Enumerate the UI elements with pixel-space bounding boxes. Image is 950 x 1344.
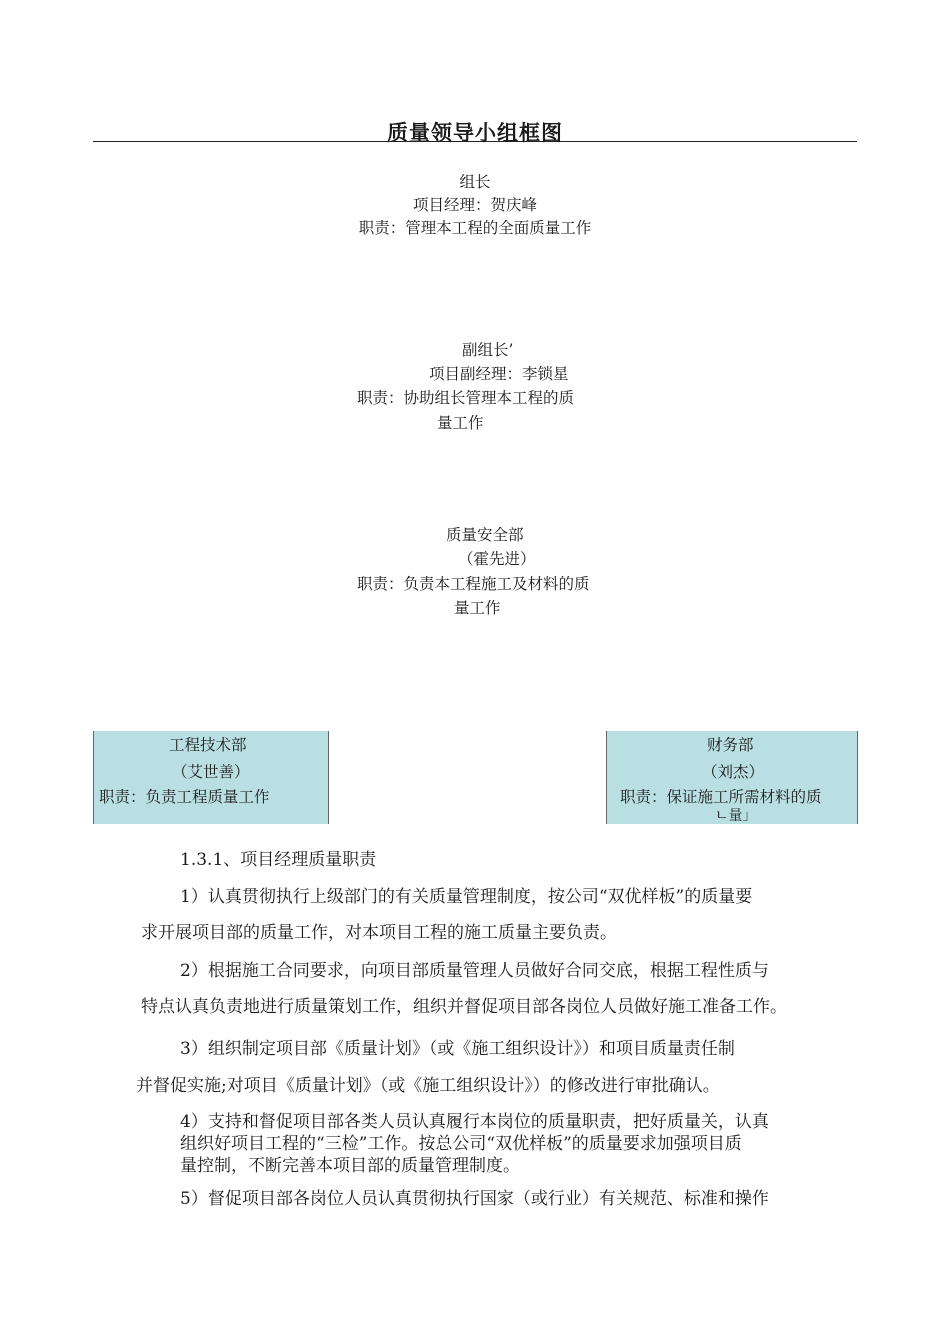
finance-dept-box — [606, 731, 858, 824]
finance-dept-duty-line2: ㄴ量」 — [715, 808, 757, 824]
quality-dept-duty-line2: 量工作 — [454, 599, 501, 617]
paragraph-4-line-1: 4）支持和督促项目部各类人员认真履行本岗位的质量职责，把好质量关，认真 — [180, 1112, 769, 1132]
title-underline — [93, 141, 857, 142]
paragraph-4-line-3: 量控制，不断完善本项目部的质量管理制度。 — [180, 1156, 520, 1176]
quality-dept-name: （霍先进） — [458, 550, 536, 568]
paragraph-1-line-2: 求开展项目部的质量工作，对本项目工程的施工质量主要负责。 — [141, 923, 617, 943]
paragraph-3-line-2: 并督促实施;对项目《质量计划》（或《施工组织设计》）的修改进行审批确认。 — [136, 1076, 720, 1096]
leader-role: 组长 — [459, 173, 491, 191]
section-heading: 1.3.1、项目经理质量职责 — [180, 850, 377, 870]
quality-dept-duty-line1: 职责：负责本工程施工及材料的质 — [357, 575, 590, 593]
finance-dept-role: 财务部 — [707, 736, 754, 754]
tech-dept-duty: 职责：负责工程质量工作 — [99, 788, 270, 806]
paragraph-2-line-2: 特点认真负责地进行质量策划工作，组织并督促项目部各岗位人员做好施工准备工作。 — [141, 997, 787, 1017]
paragraph-5-line-1: 5）督促项目部各岗位人员认真贯彻执行国家（或行业）有关规范、标准和操作 — [180, 1189, 769, 1209]
paragraph-1-line-1: 1）认真贯彻执行上级部门的有关质量管理制度，按公司“双优样板”的质量要 — [180, 887, 753, 907]
paragraph-4-line-2: 组织好项目工程的“三检”工作。按总公司“双优样板”的质量要求加强项目质 — [180, 1134, 742, 1154]
deputy-duty-line2: 量工作 — [437, 414, 484, 432]
quality-dept-role: 质量安全部 — [446, 526, 524, 544]
tech-dept-role: 工程技术部 — [169, 736, 247, 754]
tech-dept-name: （艾世善） — [172, 763, 250, 781]
page-title: 质量领导小组框图 — [387, 121, 563, 145]
deputy-name: 项目副经理：李锁星 — [429, 365, 569, 383]
finance-dept-duty-line1: 职责：保证施工所需材料的质 — [620, 788, 822, 806]
paragraph-3-line-1: 3）组织制定项目部《质量计划》（或《施工组织设计》）和项目质量责任制 — [180, 1039, 735, 1059]
leader-name: 项目经理：贺庆峰 — [412, 196, 537, 214]
finance-dept-name: （刘杰） — [702, 763, 765, 781]
deputy-duty-line1: 职责：协助组长管理本工程的质 — [357, 389, 575, 407]
tech-dept-box — [93, 731, 329, 824]
leader-duty: 职责：管理本工程的全面质量工作 — [358, 219, 592, 237]
deputy-role: 副组长’ — [462, 341, 514, 359]
paragraph-2-line-1: 2）根据施工合同要求，向项目部质量管理人员做好合同交底，根据工程性质与 — [180, 961, 769, 981]
